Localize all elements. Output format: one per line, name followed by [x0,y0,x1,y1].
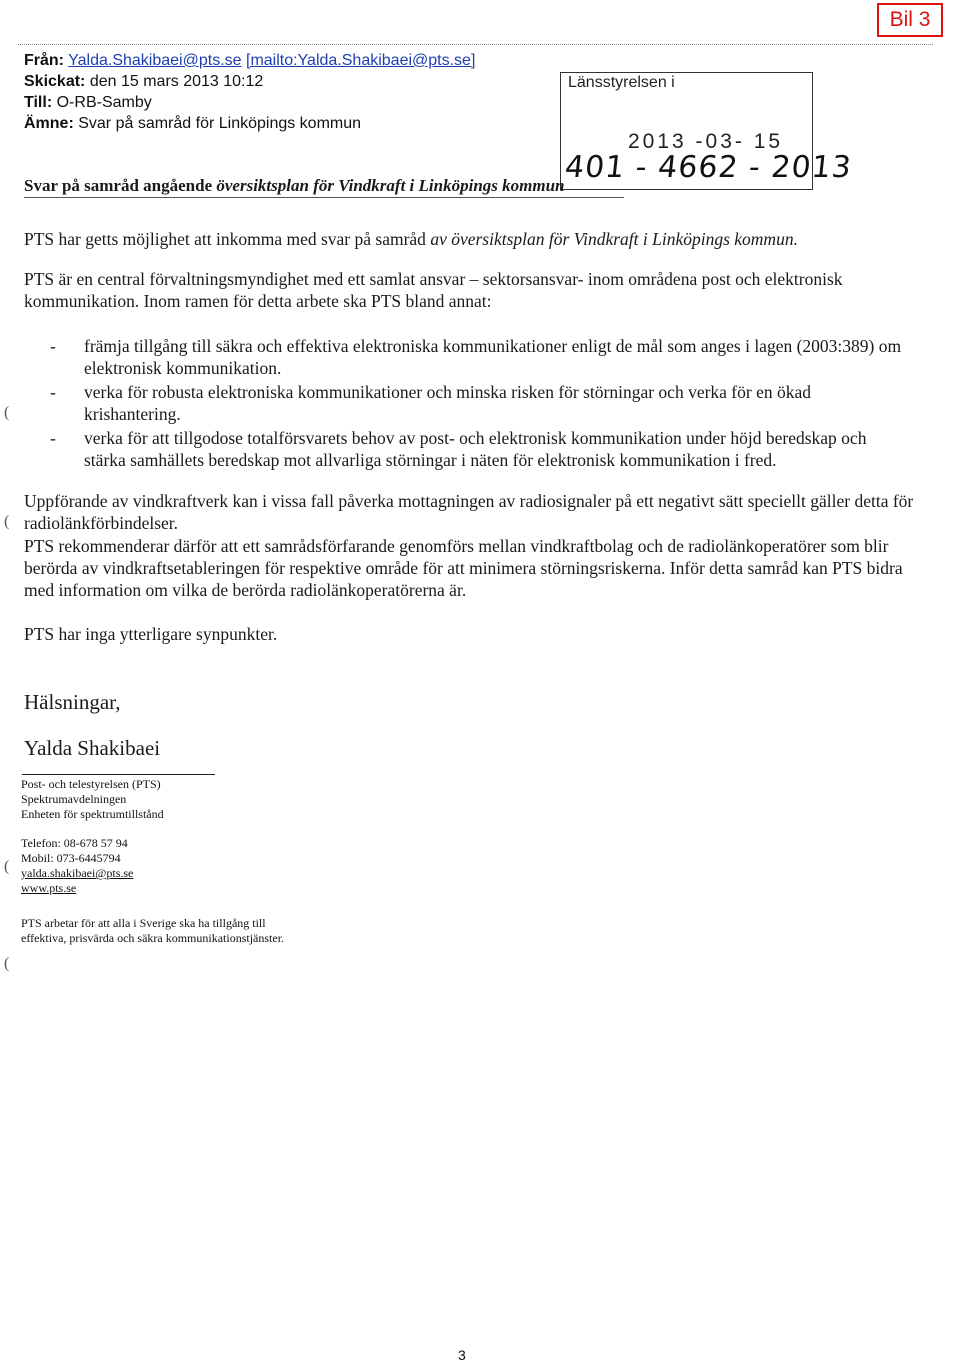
stamp-date: 2013 -03- 15 [628,130,784,153]
attachment-tag: Bil 3 [877,3,943,37]
subject-italic: översiktsplan för Vindkraft i Linköpings kommun [216,176,565,195]
margin-mark: ( [4,955,10,972]
intro-italic: av översiktsplan för Vindkraft i Linköpings kommun. [430,229,798,249]
paragraph-impact: Uppförande av vindkraftverk kan i vissa fall påverka mottagningen av radiosignaler på ett negativt sätt speciellt gäller detta för radiolänkförbindelser. [24,491,914,533]
signature-unit: Enheten för spektrumtillstånd [21,807,164,821]
subject-label: Ämne: [24,115,74,132]
intro-plain: PTS har getts möjlighet att inkomma med svar på samråd [24,229,431,249]
signature-org-block [21,777,164,822]
paragraph-intro [24,228,914,250]
sent-label: Skickat: [24,73,86,90]
margin-mark: ( [4,404,10,421]
margin-mark: ( [4,513,10,530]
sender-name: Yalda Shakibaei [24,736,161,760]
stamp-authority: Länsstyrelsen i [568,74,675,91]
sent-value: den 15 mars 2013 10:12 [89,73,264,90]
subject-value: Svar på samråd för Linköpings kommun [78,115,362,132]
paragraph-mandate: PTS är en central förvaltningsmyndighet med ett samlat ansvar – sektorsansvar- inom områdena post och elektronisk kommunikation. Inom ramen för detta arbete ska PTS bland annat: [24,269,843,311]
page-number: 3 [458,1347,466,1363]
to-row [24,92,475,113]
signature-email-link[interactable]: yalda.shakibaei@pts.se [21,866,134,880]
list-item: - verka för robusta elektroniska kommunikationer och minska risken för störningar och verka för en ökad krishantering. [50,381,910,425]
from-label: Från: [24,52,64,69]
tagline-line: PTS arbetar för att alla i Sverige ska ha tillgång till [21,916,266,930]
mandate-list [50,335,910,471]
header-divider [18,44,933,45]
greeting: Hälsningar, [24,690,121,714]
signature-org: Post- och telestyrelsen (PTS) [21,777,161,791]
from-row [24,50,475,71]
signature-contact-block [21,836,133,896]
to-value: O-RB-Samby [56,94,152,111]
signature-department: Spektrumavdelningen [21,792,127,806]
subject-plain: Svar på samråd angående [24,176,217,195]
signature-web-link[interactable]: www.pts.se [21,881,77,895]
list-item: - verka för att tillgodose totalförsvarets behov av post- och elektronisk kommunikation under höjd beredskap och stärka samhällets beredskap mot allvarliga störningar i näten för elektronisk kommunikation i fred. [50,427,910,471]
to-label: Till: [24,94,53,111]
margin-mark: ( [4,858,10,875]
subject-underline [24,197,624,198]
signature-tagline [21,916,284,946]
signature-phone: Telefon: 08-678 57 94 [21,836,128,850]
subject-row [24,113,475,134]
signature-mobile: Mobil: 073-6445794 [21,851,121,865]
email-header [24,50,475,134]
from-mailto-link[interactable]: [mailto:Yalda.Shakibaei@pts.se] [246,52,476,69]
from-address-link[interactable]: Yalda.Shakibaei@pts.se [68,52,242,69]
list-item-text: främja tillgång till säkra och effektiva elektroniska kommunikationer enligt de mål som anges i lagen (2003:389) om elektronisk kommunikation. [84,336,902,378]
list-item-text: verka för robusta elektroniska kommunikationer och minska risken för störningar och verka för en ökad krishantering. [84,382,812,424]
tagline-line: effektiva, prisvärda och säkra kommunikationstjänster. [21,931,285,945]
signature-divider [22,774,215,775]
list-item-text: verka för att tillgodose totalförsvarets behov av post- och elektronisk kommunikation under höjd beredskap och stärka samhällets beredskap mot allvarliga störningar i näten för elektronisk kommunikation i fred. [84,428,867,470]
sent-row [24,71,475,92]
letter-subject [24,176,565,196]
paragraph-recommendation: PTS rekommenderar därför att ett samrådsförfarande genomförs mellan vindkraftbolag och de radiolänkoperatörer som blir berörda av vindkraftsetableringen för respektive område för att minimera störningsriskerna. Inför detta samråd kan PTS bidra med information om vilka de berörda radiolänkoperatörerna är. [24,536,903,600]
paragraph-closing: PTS har inga ytterligare synpunkter. [24,624,278,644]
stamp-diary-number: 401 - 4662 - 2013 [563,150,854,185]
list-item: - främja tillgång till säkra och effektiva elektroniska kommunikationer enligt de mål som anges i lagen (2003:389) om elektronisk kommunikation. [50,335,910,379]
